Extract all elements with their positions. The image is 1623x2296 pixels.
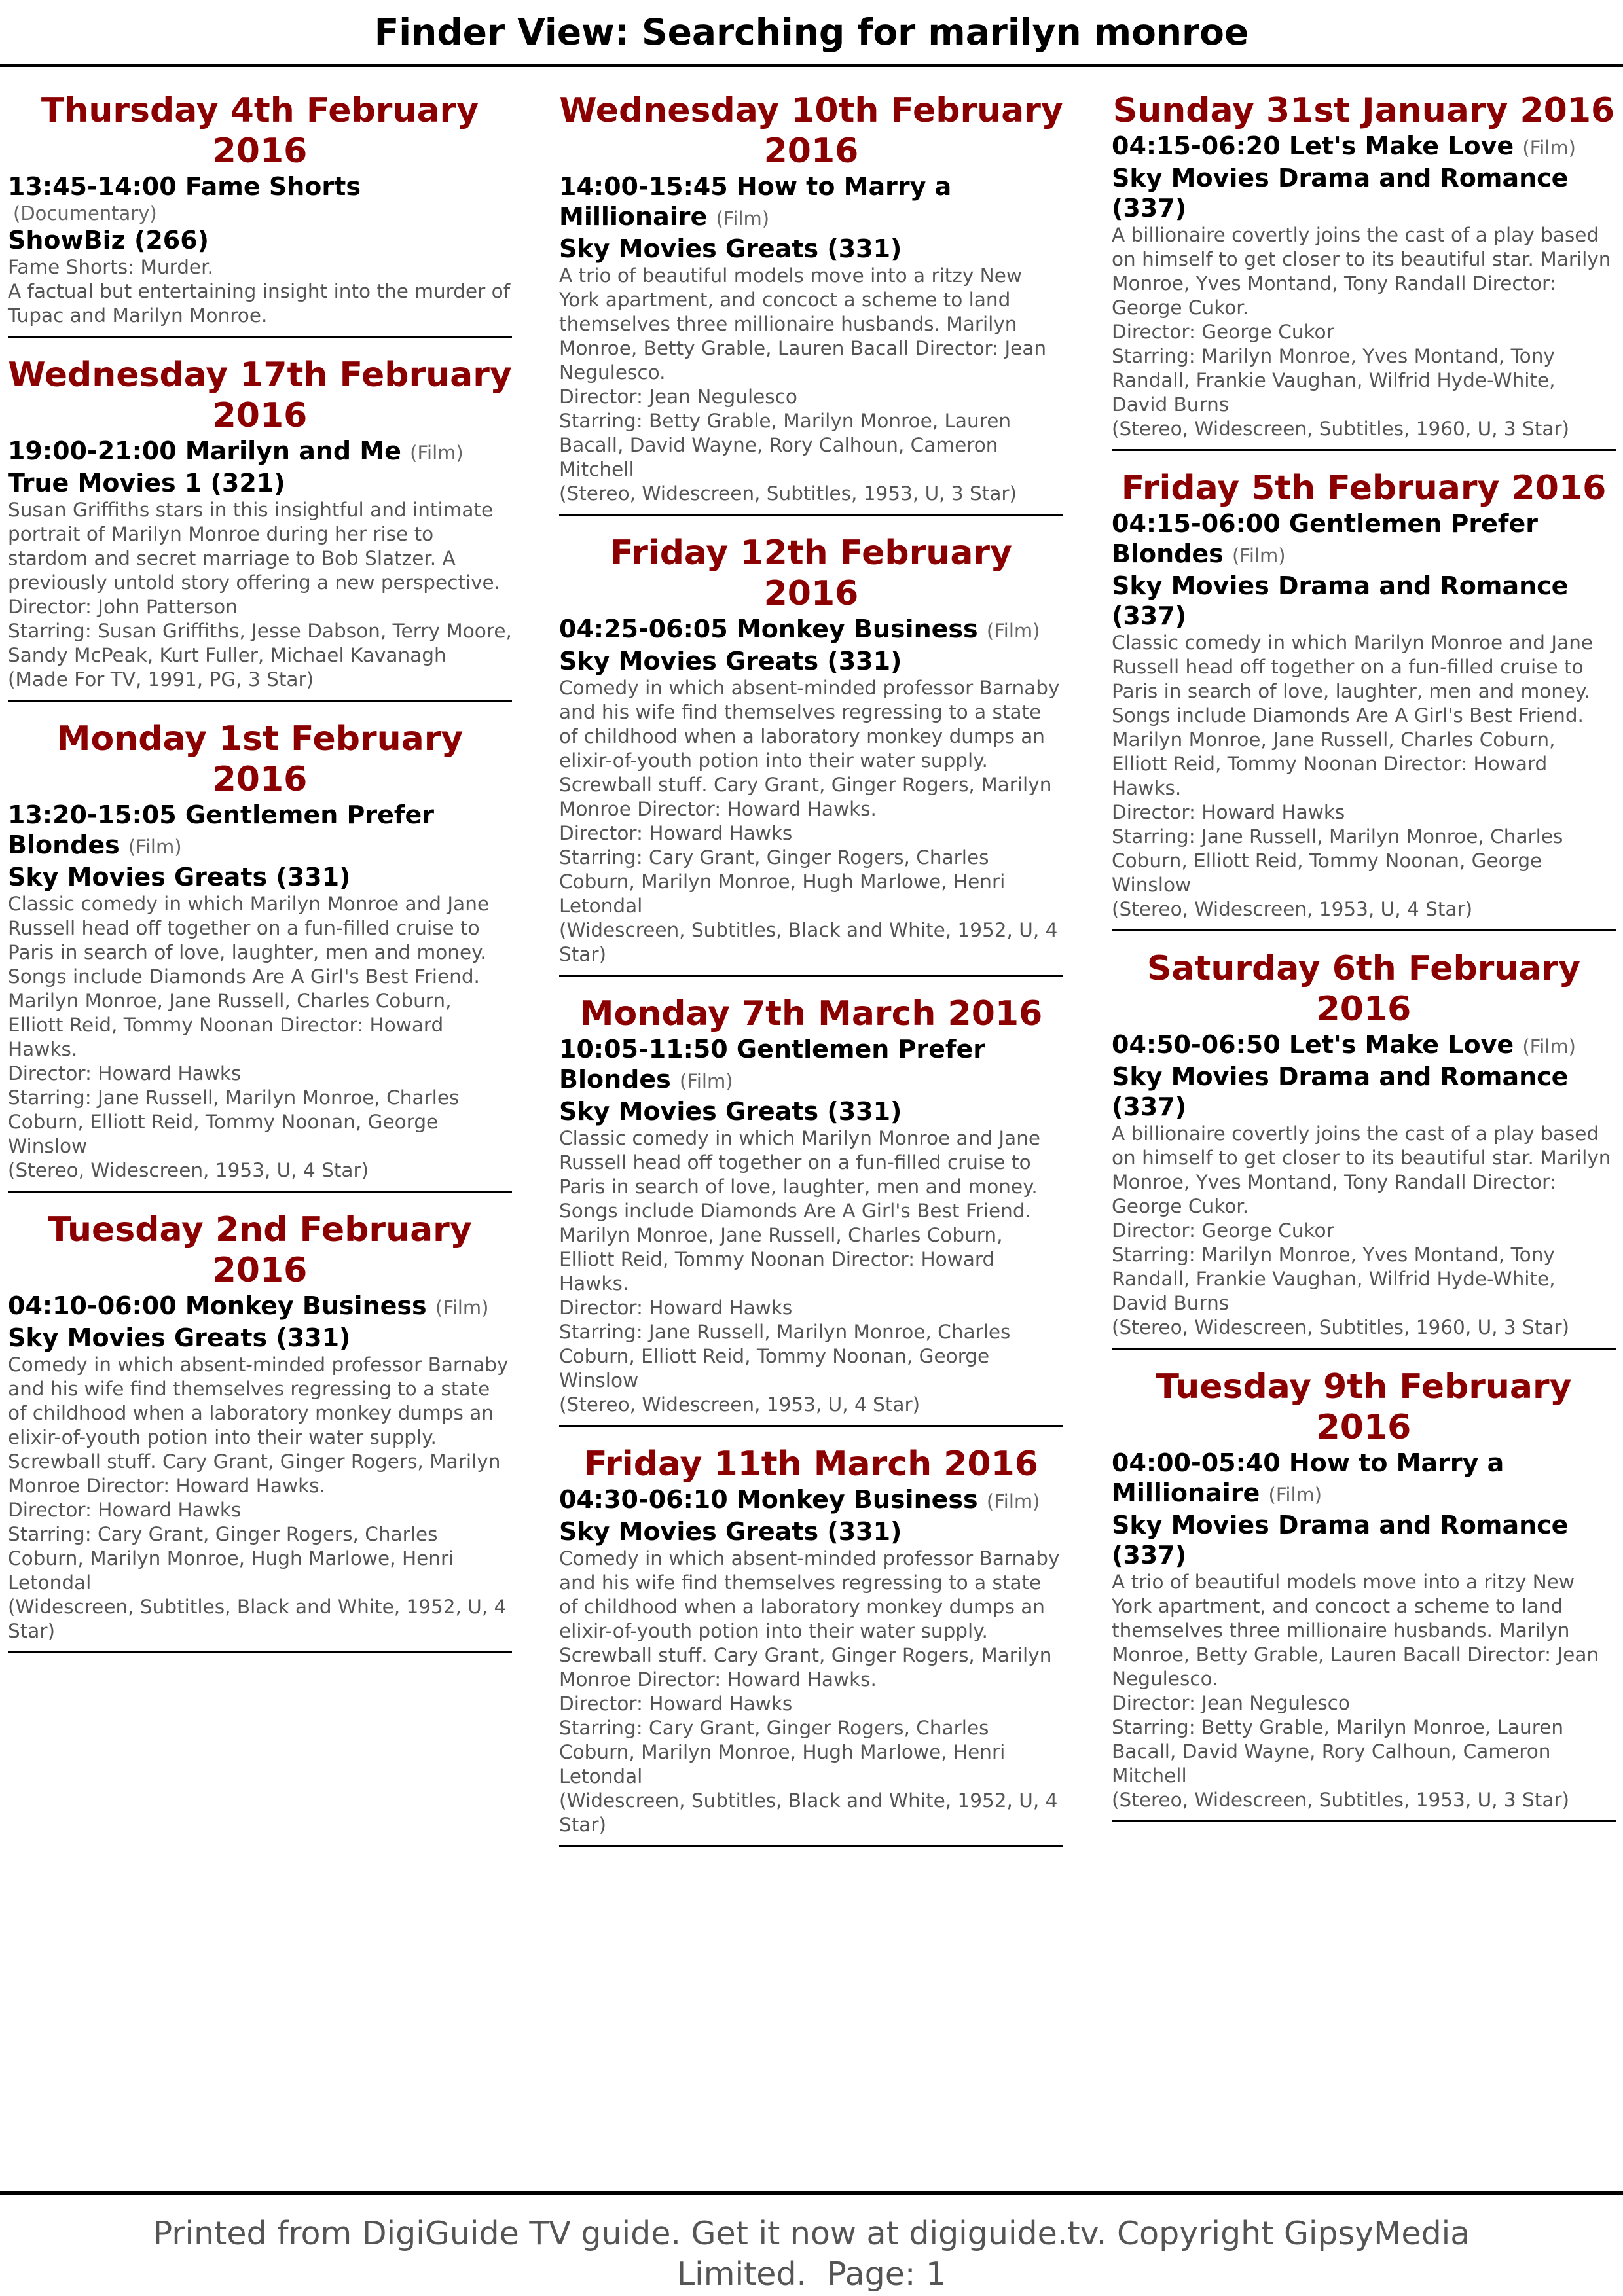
programme-description-line: (Stereo, Widescreen, 1953, U, 4 Star) — [1112, 898, 1473, 920]
entry-date-heading: Friday 5th February 2016 — [1121, 469, 1607, 508]
programme-genre: (Film) — [410, 442, 464, 464]
programme-time-title: 10:05-11:50 Gentlemen Prefer Blondes — [559, 1035, 985, 1094]
listing-column-1 — [8, 90, 512, 1670]
listing-entry — [1112, 948, 1616, 1350]
programme-description-line: Director: George Cukor — [1112, 1219, 1334, 1242]
entry-date-heading: Wednesday 17th February 2016 — [8, 355, 512, 435]
programme-description-line: Starring: Cary Grant, Ginger Rogers, Charles Coburn, Marilyn Monroe, Hugh Marlowe, Henri Letondal — [8, 1523, 454, 1594]
programme-genre: (Film) — [1522, 1035, 1576, 1058]
programme-description-line: Classic comedy in which Marilyn Monroe and Jane Russell head off together on a fun-filled cruise to Paris in search of love, laughter, men and money. Songs include Diamonds Are A Girl's Best Friend. Marilyn Monroe, Jane Russell, Charles Coburn, Elliott Reid, Tommy Noonan Director: Howard Hawks. — [559, 1127, 1041, 1295]
programme-genre: (Film) — [1268, 1484, 1322, 1506]
programme-time-title: 04:10-06:00 Monkey Business — [8, 1291, 427, 1320]
programme-time-title: 04:50-06:50 Let's Make Love — [1112, 1030, 1514, 1059]
footer-line-1: Printed from DigiGuide TV guide. Get it now at digiguide.tv. Copyright GipsyMedia — [153, 2215, 1470, 2252]
programme-description-line: Starring: Cary Grant, Ginger Rogers, Charles Coburn, Marilyn Monroe, Hugh Marlowe, Henri Letondal — [559, 846, 1006, 917]
programme-genre: (Film) — [1231, 545, 1286, 567]
listing-entry — [8, 90, 512, 338]
programme-description-line: Director: Howard Hawks — [8, 1062, 242, 1085]
programme-title[interactable] — [8, 800, 512, 862]
programme-description-line: Director: Jean Negulesco — [559, 386, 797, 408]
programme-description-line: Starring: Marilyn Monroe, Yves Montand, Tony Randall, Frankie Vaughan, Wilfrid Hyde-White, David Burns — [1112, 345, 1556, 416]
channel-name: Sky Movies Greats (331) — [8, 1323, 351, 1352]
footer — [0, 2214, 1623, 2295]
programme-genre: (Film) — [986, 1490, 1040, 1513]
header-divider — [0, 64, 1623, 67]
programme-time-title: 14:00-15:45 How to Marry a Millionaire — [559, 172, 952, 231]
programme-description-line: Starring: Susan Griffiths, Jesse Dabson, Terry Moore, Sandy McPeak, Kurt Fuller, Michael Kavanagh — [8, 620, 512, 666]
programme-genre: (Film) — [716, 207, 770, 230]
channel-name: Sky Movies Greats (331) — [8, 863, 351, 891]
listing-entry — [1112, 90, 1616, 451]
programme-title[interactable] — [559, 614, 1063, 646]
entry-date-heading: Friday 12th February 2016 — [610, 533, 1012, 613]
programme-genre: (Film) — [1522, 137, 1576, 159]
programme-description-line: (Widescreen, Subtitles, Black and White, 1952, U, 4 Star) — [559, 1789, 1058, 1836]
programme-time-title: 04:15-06:00 Gentlemen Prefer Blondes — [1112, 509, 1538, 568]
programme-description-line: Classic comedy in which Marilyn Monroe and Jane Russell head off together on a fun-filled cruise to Paris in search of love, laughter, men and money. Songs include Diamonds Are A Girl's Best Friend. Marilyn Monroe, Jane Russell, Charles Coburn, Elliott Reid, Tommy Noonan Director: Howard Hawks. — [8, 893, 490, 1060]
programme-description-line: Comedy in which absent-minded professor Barnaby and his wife find themselves regressing to a state of childhood when a laboratory monkey dumps an elixir-of-youth potion into their water supply. Screwball stuff. Cary Grant, Ginger Rogers, Marilyn Monroe Director: Howard Hawks. — [559, 1547, 1060, 1691]
programme-description-line: Starring: Marilyn Monroe, Yves Montand, Tony Randall, Frankie Vaughan, Wilfrid Hyde-White, David Burns — [1112, 1244, 1556, 1314]
channel-name: Sky Movies Drama and Romance (337) — [1112, 1062, 1569, 1121]
programme-description-line: (Stereo, Widescreen, Subtitles, 1960, U, 3 Star) — [1112, 1316, 1570, 1338]
entry-date-heading: Monday 1st February 2016 — [56, 719, 464, 799]
programme-time-title: 19:00-21:00 Marilyn and Me — [8, 437, 401, 465]
entry-date-heading: Tuesday 9th February 2016 — [1156, 1367, 1572, 1447]
programme-title[interactable] — [1112, 1030, 1616, 1062]
listing-entry — [559, 994, 1063, 1427]
programme-description-line: Starring: Betty Grable, Marilyn Monroe, Lauren Bacall, David Wayne, Rory Calhoun, Cameron Mitchell — [1112, 1716, 1564, 1787]
channel-name: True Movies 1 (321) — [8, 469, 285, 497]
programme-title[interactable] — [1112, 131, 1616, 163]
programme-time-title: 04:25-06:05 Monkey Business — [559, 615, 978, 643]
entry-date-heading: Friday 11th March 2016 — [584, 1444, 1038, 1484]
programme-description-line: Fame Shorts: Murder. — [8, 256, 213, 278]
programme-genre: (Film) — [679, 1070, 733, 1092]
programme-title[interactable] — [559, 171, 1063, 234]
programme-time-title: 04:15-06:20 Let's Make Love — [1112, 132, 1514, 160]
footer-divider — [0, 2191, 1623, 2195]
programme-description-line: A trio of beautiful models move into a ritzy New York apartment, and concoct a scheme to land themselves three millionaire husbands. Marilyn Monroe, Betty Grable, Lauren Bacall Director: Jean Negulesco. — [559, 264, 1047, 384]
listing-entry — [8, 719, 512, 1193]
programme-description-line: Director: Howard Hawks — [8, 1499, 242, 1521]
channel-name: Sky Movies Drama and Romance (337) — [1112, 571, 1569, 630]
programme-description-line: (Stereo, Widescreen, Subtitles, 1953, U, 3 Star) — [559, 482, 1017, 505]
programme-description-line: Classic comedy in which Marilyn Monroe and Jane Russell head off together on a fun-filled cruise to Paris in search of love, laughter, men and money. Songs include Diamonds Are A Girl's Best Friend. Marilyn Monroe, Jane Russell, Charles Coburn, Elliott Reid, Tommy Noonan Director: Howard Hawks. — [1112, 632, 1594, 799]
listing-entry — [559, 533, 1063, 977]
programme-genre: (Film) — [435, 1297, 489, 1319]
programme-title[interactable] — [8, 1291, 512, 1323]
entry-date-heading: Wednesday 10th February 2016 — [559, 91, 1063, 171]
programme-description-line: (Made For TV, 1991, PG, 3 Star) — [8, 668, 314, 691]
programme-description-line: Starring: Jane Russell, Marilyn Monroe, Charles Coburn, Elliott Reid, Tommy Noonan, George Winslow — [559, 1321, 1011, 1391]
channel-name: Sky Movies Greats (331) — [559, 234, 902, 263]
programme-description-line: Comedy in which absent-minded professor Barnaby and his wife find themselves regressing to a state of childhood when a laboratory monkey dumps an elixir-of-youth potion into their water supply. Screwball stuff. Cary Grant, Ginger Rogers, Marilyn Monroe Director: Howard Hawks. — [559, 677, 1060, 820]
programme-title[interactable] — [1112, 1448, 1616, 1510]
programme-description-line: Starring: Jane Russell, Marilyn Monroe, Charles Coburn, Elliott Reid, Tommy Noonan, George Winslow — [1112, 825, 1563, 896]
programme-title[interactable] — [559, 1034, 1063, 1096]
programme-description-line: (Stereo, Widescreen, 1953, U, 4 Star) — [8, 1159, 369, 1181]
listing-entry — [559, 1444, 1063, 1847]
programme-description-line: Director: George Cukor — [1112, 321, 1334, 343]
channel-name: Sky Movies Greats (331) — [559, 1517, 902, 1546]
listing-entry — [8, 355, 512, 702]
channel-name: Sky Movies Greats (331) — [559, 647, 902, 675]
entry-date-heading: Saturday 6th February 2016 — [1146, 949, 1581, 1029]
programme-description-line: Director: Howard Hawks — [559, 822, 793, 844]
programme-description-line: Director: Howard Hawks — [1112, 801, 1345, 823]
programme-description-line: (Stereo, Widescreen, 1953, U, 4 Star) — [559, 1393, 921, 1416]
programme-description-line: (Stereo, Widescreen, Subtitles, 1960, U, 3 Star) — [1112, 418, 1570, 440]
programme-time-title: 04:30-06:10 Monkey Business — [559, 1485, 978, 1514]
entry-date-heading: Sunday 31st January 2016 — [1112, 91, 1615, 130]
programme-description-line: Director: John Patterson — [8, 596, 238, 618]
channel-name: Sky Movies Greats (331) — [559, 1097, 902, 1126]
programme-description-line: Starring: Jane Russell, Marilyn Monroe, Charles Coburn, Elliott Reid, Tommy Noonan, George Winslow — [8, 1086, 460, 1157]
listing-column-2 — [559, 90, 1063, 1864]
programme-description-line: A trio of beautiful models move into a ritzy New York apartment, and concoct a scheme to land themselves three millionaire husbands. Marilyn Monroe, Betty Grable, Lauren Bacall Director: Jean Negulesco. — [1112, 1571, 1599, 1690]
programme-genre: (Documentary) — [13, 202, 157, 224]
entry-date-heading: Tuesday 2nd February 2016 — [48, 1210, 472, 1290]
programme-genre: (Film) — [128, 836, 182, 858]
programme-description-line: (Stereo, Widescreen, Subtitles, 1953, U, 3 Star) — [1112, 1789, 1570, 1811]
programme-description-line: Director: Jean Negulesco — [1112, 1692, 1350, 1714]
channel-name: ShowBiz (266) — [8, 226, 210, 255]
programme-genre: (Film) — [986, 620, 1040, 642]
listing-entry — [1112, 1367, 1616, 1822]
listing-entry — [1112, 468, 1616, 931]
programme-title[interactable] — [1112, 509, 1616, 571]
programme-description-line: Comedy in which absent-minded professor Barnaby and his wife find themselves regressing to a state of childhood when a laboratory monkey dumps an elixir-of-youth potion into their water supply. Screwball stuff. Cary Grant, Ginger Rogers, Marilyn Monroe Director: Howard Hawks. — [8, 1354, 509, 1497]
entry-date-heading: Thursday 4th February 2016 — [41, 91, 479, 171]
programme-title[interactable] — [8, 171, 512, 202]
programme-title[interactable] — [8, 436, 512, 468]
programme-description-line: A billionaire covertly joins the cast of a play based on himself to get closer to its beautiful star. Marilyn Monroe, Yves Montand, Tony Randall Director: George Cukor. — [1112, 1122, 1611, 1217]
page-title: Finder View: Searching for marilyn monroe — [374, 11, 1249, 53]
programme-description-line: Starring: Betty Grable, Marilyn Monroe, Lauren Bacall, David Wayne, Rory Calhoun, Cameron Mitchell — [559, 410, 1012, 480]
programme-description-line: A billionaire covertly joins the cast of a play based on himself to get closer to its beautiful star. Marilyn Monroe, Yves Montand, Tony Randall Director: George Cukor. — [1112, 224, 1611, 319]
programme-description-line: (Widescreen, Subtitles, Black and White, 1952, U, 4 Star) — [559, 919, 1058, 965]
programme-time-title: 13:45-14:00 Fame Shorts — [8, 172, 361, 201]
entry-date-heading: Monday 7th March 2016 — [579, 994, 1043, 1033]
programme-description-line: Director: Howard Hawks — [559, 1693, 793, 1715]
channel-name: Sky Movies Drama and Romance (337) — [1112, 1511, 1569, 1570]
programme-time-title: 04:00-05:40 How to Marry a Millionaire — [1112, 1448, 1504, 1507]
footer-line-2: Limited. Page: 1 — [676, 2255, 947, 2293]
channel-name: Sky Movies Drama and Romance (337) — [1112, 164, 1569, 223]
programme-description-line: Susan Griffiths stars in this insightful and intimate portrait of Marilyn Monroe during her rise to stardom and secret marriage to Bob Slatzer. A previously untold story offering a new perspective. — [8, 499, 501, 594]
listing-entry — [8, 1210, 512, 1653]
programme-description-line: A factual but entertaining insight into the murder of Tupac and Marilyn Monroe. — [8, 280, 511, 327]
listing-column-3 — [1112, 90, 1616, 1839]
programme-time-title: 13:20-15:05 Gentlemen Prefer Blondes — [8, 800, 434, 859]
listing-entry — [559, 90, 1063, 516]
programme-description-line: Director: Howard Hawks — [559, 1297, 793, 1319]
programme-description-line: Starring: Cary Grant, Ginger Rogers, Charles Coburn, Marilyn Monroe, Hugh Marlowe, Henri Letondal — [559, 1717, 1006, 1787]
programme-title[interactable] — [559, 1484, 1063, 1516]
programme-description-line: (Widescreen, Subtitles, Black and White, 1952, U, 4 Star) — [8, 1596, 507, 1642]
